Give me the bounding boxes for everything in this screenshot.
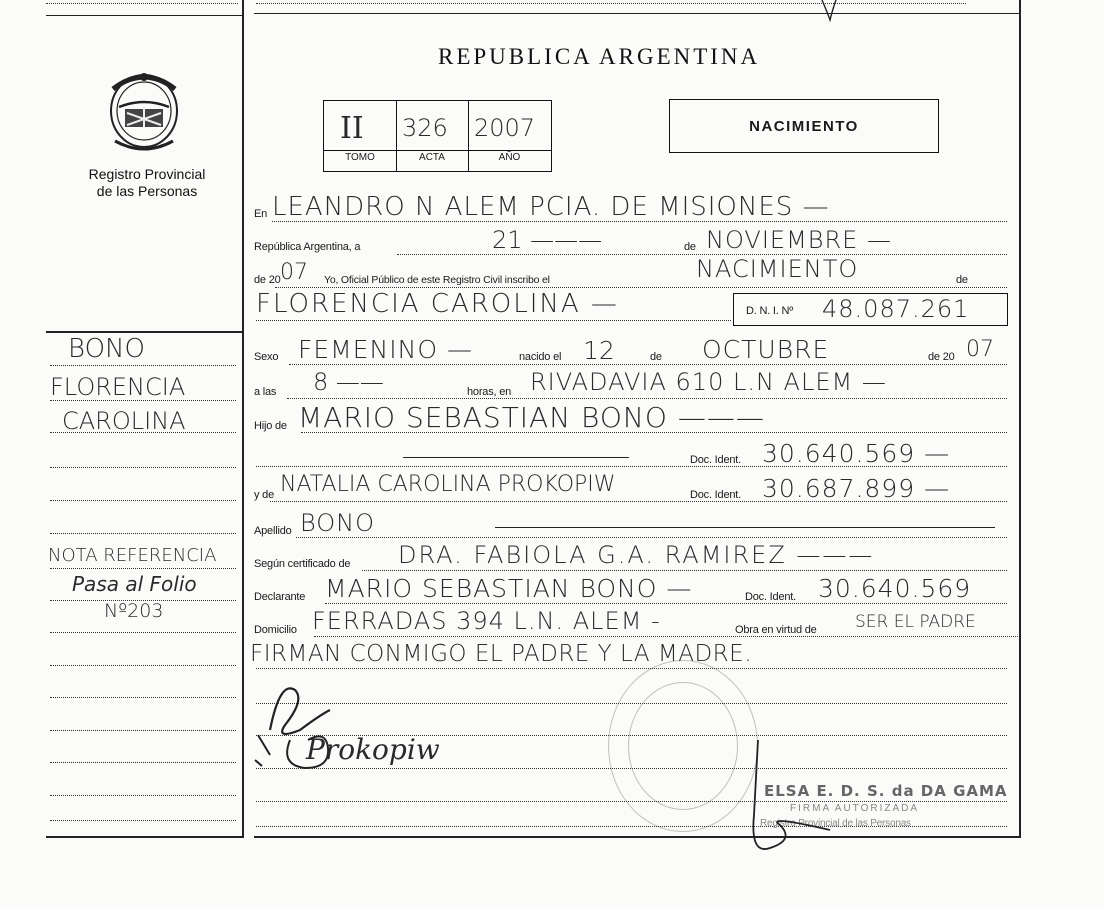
child-name-value: FLORENCIA CAROLINA — [256,289,619,319]
stamp-sub-1: FIRMA AUTORIZADA [790,803,920,814]
anio-value: 2007 [474,114,536,142]
declarante-label: Declarante [254,591,306,603]
top-dotted-line [46,3,238,4]
margin-divider [46,331,242,333]
record-type-box: NACIMIENTO [669,99,939,153]
en-label: En [254,208,268,220]
de20-label: de 20 [254,274,281,286]
hijo-label: Hijo de [254,420,287,432]
margin-note-2: Pasa al Folio [72,572,197,596]
birth-year-value: 07 [966,337,994,362]
doc-label-1: Doc. Ident. [690,454,741,466]
right-column-border [1019,0,1021,838]
dni-label: D. N. I. Nº [746,305,794,317]
segun-label: Según certificado de [254,558,351,570]
day-value: 21 ——— [492,226,603,254]
nacido-label: nacido el [519,351,562,363]
stamp-name: ELSA E. D. S. da DA GAMA [764,782,1008,800]
top-divider-left [46,15,242,16]
horas-label: horas, en [467,386,512,398]
signature-text: Prokopiw [306,733,440,766]
registry-line-1: Registro Provincial [88,166,206,182]
registry-name [62,166,232,200]
de-label-2: de [956,274,968,286]
margin-surname: BONO [68,334,145,364]
dni-value: 48.087.261 [822,295,970,323]
acta-label: ACTA [419,152,445,163]
margin-name-1: FLORENCIA [50,373,186,401]
declarante-value: MARIO SEBASTIAN BONO — [325,574,693,603]
doc-label-3: Doc. Ident. [745,591,796,603]
margin-note-3: Nº203 [104,600,164,622]
apellido-value: BONO [300,509,376,537]
birth-month-value: OCTUBRE [702,335,830,364]
obra-value: SER EL PADRE [855,612,976,632]
registry-line-2: de las Personas [96,183,198,199]
provincial-coat-of-arms-icon [103,67,185,153]
mother-doc-value: 30.687.899 — [762,474,951,503]
tomo-value: II [340,111,364,146]
margin-name-2: CAROLINA [62,407,186,435]
sexo-value: FEMENINO — [298,335,473,364]
alas-label: a las [254,386,277,398]
certificado-value: DRA. FABIOLA G.A. RAMIREZ ——— [398,541,875,569]
top-signature-stroke [820,0,840,22]
obra-label: Obra en virtud de [735,624,817,636]
place-value: LEANDRO N ALEM PCIA. DE MISIONES — [272,192,830,222]
margin-note-1: NOTA REFERENCIA [48,545,217,566]
top-divider-right [254,13,1019,14]
ydel-label: y de [254,489,274,501]
stamp-sub-2: Registro Provincial de las Personas [760,818,911,829]
acta-value: 326 [402,114,448,142]
officer-signature-mark [740,730,860,860]
apellido-label: Apellido [254,525,292,537]
domicilio-value: FERRADAS 394 L.N. ALEM - [312,607,661,635]
republica-label: República Argentina, a [254,241,361,253]
hour-value: 8 —— [313,368,384,396]
declarante-doc-value: 30.640.569 [818,574,972,603]
doc-label-2: Doc. Ident. [690,489,741,501]
page-title: REPUBLICA ARGENTINA [438,44,761,69]
father-value: MARIO SEBASTIAN BONO ——— [298,401,765,434]
domicilio-label: Domicilio [254,624,297,636]
year-suffix-value: 07 [280,260,308,285]
de20-label-2: de 20 [928,351,955,363]
anio-label: AÑO [498,152,521,163]
father-line-dash [403,457,629,458]
apellido-dash [495,527,995,528]
mother-value: NATALIA CAROLINA PROKOPIW [280,472,616,497]
father-doc-value: 30.640.569 — [762,439,951,468]
bottom-border-right [254,836,1020,838]
oficial-label: Yo, Oficial Público de este Registro Civil inscribo el [324,274,550,286]
record-number-box [323,100,552,172]
firman-value: FIRMAN CONMIGO EL PADRE Y LA MADRE. [250,641,753,667]
dni-box [733,293,1008,326]
bottom-border-left [46,836,242,838]
birth-place-value: RIVADAVIA 610 L.N ALEM — [530,368,887,396]
sexo-label: Sexo [254,351,279,363]
de-label-3: de [650,351,662,363]
official-seal-inner [628,682,738,810]
de-label: de [684,241,696,253]
month-value: NOVIEMBRE — [706,226,892,254]
top-dotted-line-right [256,3,966,4]
tomo-label: TOMO [345,152,375,163]
inscribe-value: NACIMIENTO [696,255,859,283]
birth-day-value: 12 [583,336,615,365]
left-column-border [242,0,244,838]
